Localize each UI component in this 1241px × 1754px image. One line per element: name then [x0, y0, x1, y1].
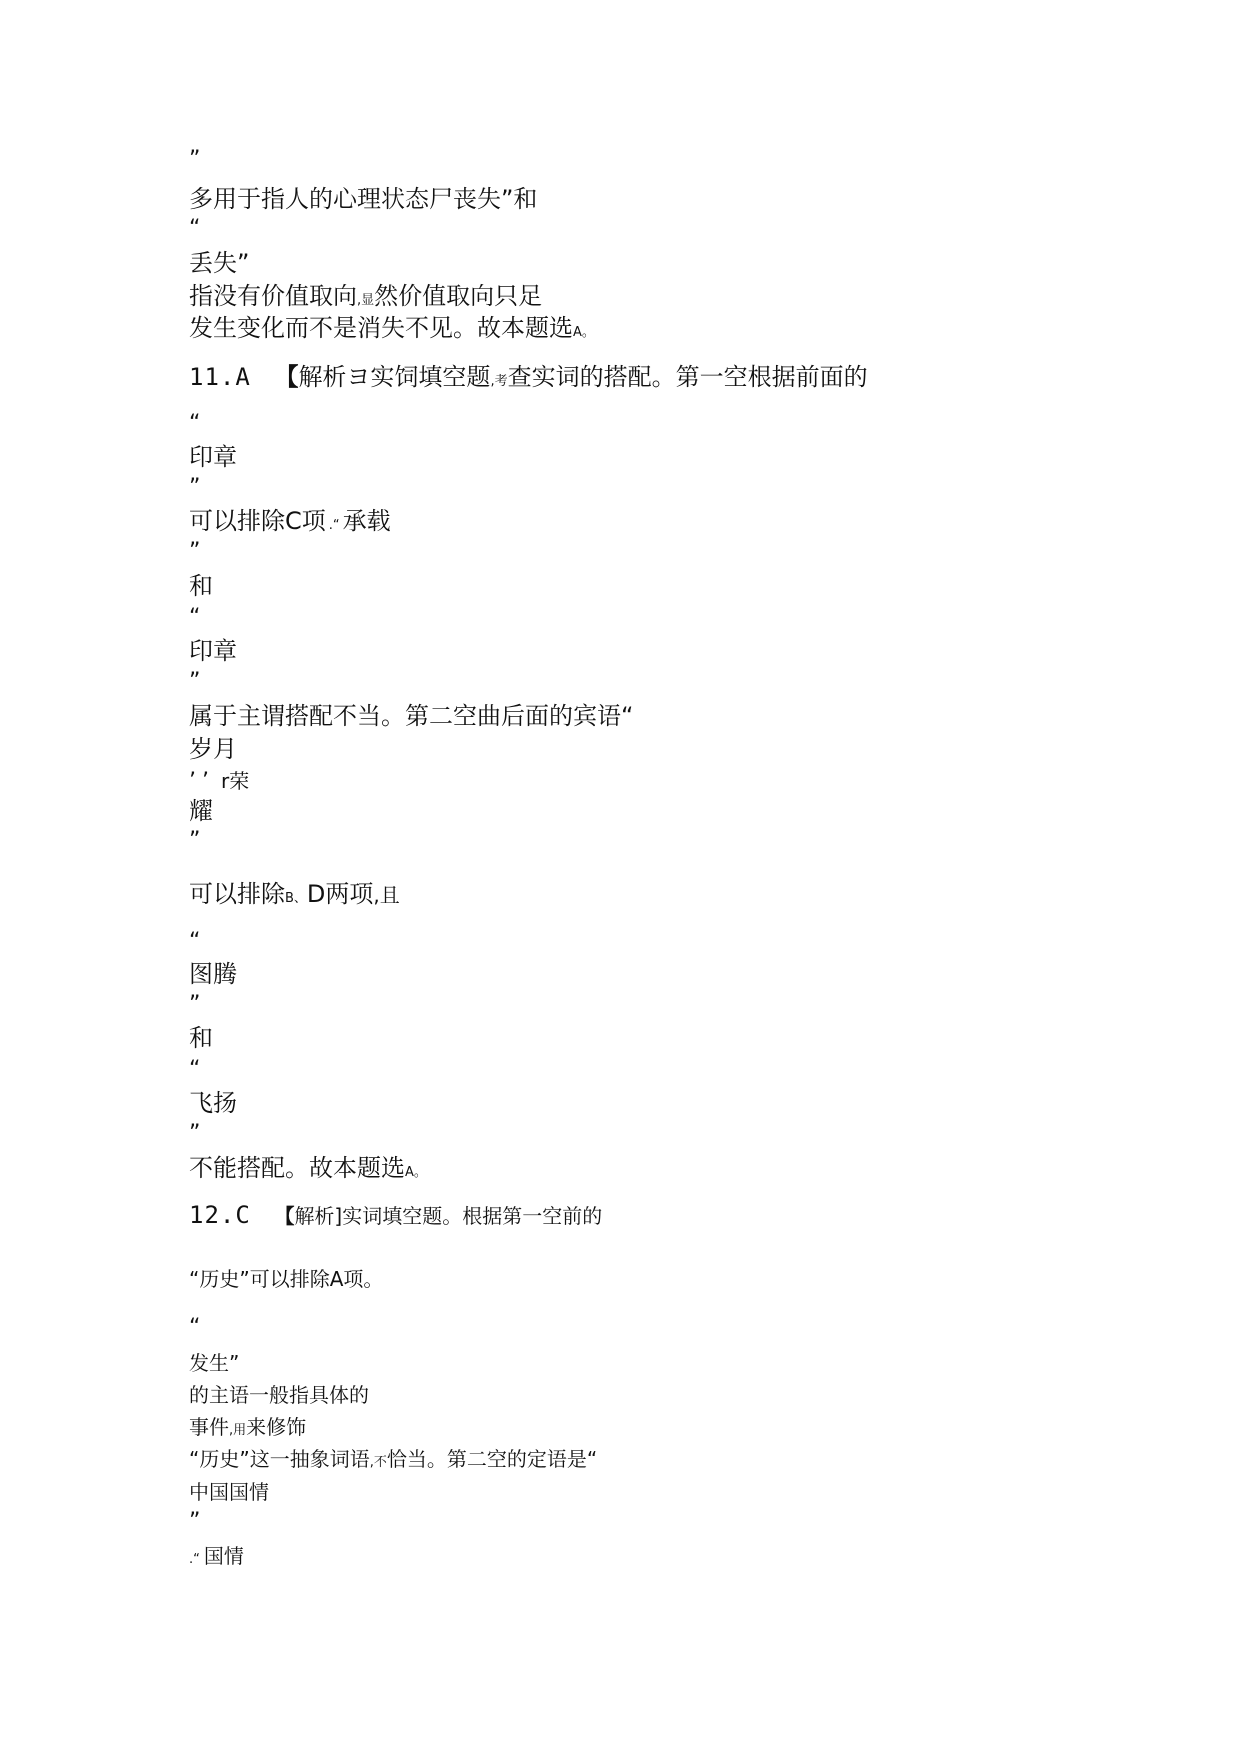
text-line: 图腾	[189, 960, 237, 988]
text-span-small: A。	[573, 325, 595, 340]
text-line: 飞扬	[189, 1089, 237, 1117]
text-span: 然价值取向只足	[374, 282, 543, 310]
text-span-small: .“	[189, 1552, 200, 1567]
answer-heading-12	[189, 1201, 602, 1230]
text-span: 事件	[189, 1415, 229, 1439]
text-line: 耀	[189, 797, 213, 825]
text-line: 岁月	[189, 735, 237, 763]
text-span: 可以排除	[189, 880, 285, 908]
text-span: 解析]实词填空题。根据第一空前的	[294, 1204, 603, 1228]
text-line	[189, 507, 391, 540]
text-span: 国情	[203, 1544, 244, 1568]
text-line	[189, 766, 249, 796]
text-line: “历史”可以排除A项。	[189, 1267, 384, 1291]
text-line	[189, 880, 400, 913]
text-line: ”	[189, 147, 201, 172]
text-span-small: ,用	[229, 1423, 247, 1438]
text-line: “	[189, 605, 201, 630]
text-line	[189, 1542, 244, 1574]
text-line: ”	[189, 992, 201, 1017]
answer-heading-11	[189, 363, 868, 396]
text-span: 来修饰	[246, 1415, 307, 1439]
text-span: 发生变化而不是消失不见。故本题选	[189, 314, 573, 342]
text-span: ,且	[373, 883, 400, 907]
text-line: 属于主谓搭配不当。第二空曲后面的宾语“	[189, 702, 634, 730]
text-span: 承载	[342, 507, 391, 535]
text-span-small: ,显	[357, 293, 375, 308]
text-span: 恰当。第二空的定语是“	[386, 1447, 598, 1471]
text-span: ’’	[189, 769, 215, 794]
text-span: D两项	[306, 880, 374, 908]
text-line: “	[189, 1057, 201, 1082]
text-span: 解析ヨ实饲填空题	[298, 363, 491, 391]
text-line	[189, 1445, 597, 1477]
text-line: 的主语一般指具体的	[189, 1383, 369, 1407]
bracket: 【	[274, 1204, 295, 1228]
text-span-small: A。	[405, 1165, 427, 1180]
bracket: 【	[274, 363, 299, 391]
text-span: 查实词的搭配。第一空根据前面的	[507, 363, 868, 391]
text-line: ”	[189, 1509, 201, 1534]
text-line	[189, 314, 595, 347]
text-line: “	[189, 1315, 201, 1340]
text-line: “	[189, 216, 201, 241]
text-line	[189, 1154, 427, 1187]
text-span: “历史”这一抽象词语	[189, 1447, 370, 1471]
text-line: “	[189, 929, 201, 954]
text-line: 印章	[189, 637, 237, 665]
text-line	[189, 1413, 306, 1445]
question-number: 11.A	[189, 363, 251, 391]
text-line: ”	[189, 669, 201, 694]
text-line: ”	[189, 1121, 201, 1146]
text-span: 指没有价值取向	[189, 282, 357, 310]
text-line: 发生”	[189, 1351, 240, 1375]
text-line: 印章	[189, 443, 237, 471]
text-line: ”	[189, 475, 201, 500]
text-line: 丢失”	[189, 249, 250, 277]
text-span-small: ,考	[490, 374, 508, 389]
text-span: 可以排除C项	[189, 507, 326, 535]
text-line: “	[189, 411, 201, 436]
question-number: 12.C	[189, 1201, 251, 1229]
text-line: ”	[189, 539, 201, 564]
text-span-small: ,不	[369, 1455, 387, 1470]
text-span: r荣	[221, 769, 250, 793]
text-line	[189, 282, 542, 315]
text-span-small: .“	[328, 518, 340, 533]
text-span-small: B、	[285, 891, 307, 906]
text-line: 多用于指人的心理状态尸丧失”和	[189, 185, 538, 213]
text-line: 和	[189, 1024, 213, 1052]
text-span: 不能搭配。故本题选	[189, 1154, 405, 1182]
text-line: 中国国情	[189, 1480, 269, 1504]
text-line: 和	[189, 572, 213, 600]
text-line: ”	[189, 828, 201, 853]
